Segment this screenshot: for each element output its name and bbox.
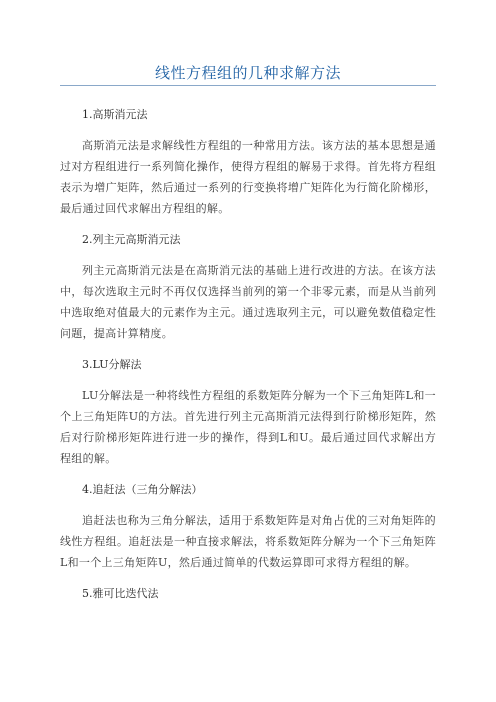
section-heading-5: 5.雅可比迭代法: [82, 587, 159, 600]
section-heading-3: 3.LU分解法: [82, 358, 142, 371]
document-body: [60, 94, 436, 602]
document-title: 线性方程组的几种求解方法: [154, 64, 341, 82]
section-body-3: LU分解法是一种将线性方程组的系数矩阵分解为一个下三角矩阵L和一个上三角矩阵U的方法。首先进行列主元高斯消元法得到行阶梯形矩阵，然后对行阶梯形矩阵进行进一步的操作，得到L和U。最后通过回代求解出方程组的解。: [60, 389, 436, 465]
title-divider: [60, 85, 436, 86]
section-heading-2: 2.列主元高斯消元法: [82, 233, 181, 246]
section-body-4: 追赶法也称为三角分解法，适用于系数矩阵是对角占优的三对角矩阵的线性方程组。追赶法是一种直接求解法，将系数矩阵分解为一个下三角矩阵L和一个上三角矩阵U，然后通过简单的代数运算即可求得方程组的解。: [60, 514, 436, 569]
section-body-1: 高斯消元法是求解线性方程组的一种常用方法。该方法的基本思想是通过对方程组进行一系列简化操作，使得方程组的解易于求得。首先将方程组表示为增广矩阵，然后通过一系列的行变换将增广矩阵化为行简化阶梯形，最后通过回代求解出方程组的解。: [60, 139, 436, 215]
section-heading-1: 1.高斯消元法: [82, 108, 148, 121]
section-body-2: 列主元高斯消元法是在高斯消元法的基础上进行改进的方法。在该方法中，每次选取主元时不再仅仅选择当前列的第一个非零元素，而是从当前列中选取绝对值最大的元素作为主元。通过选取列主元，可以避免数值稳定性问题，提高计算精度。: [60, 264, 436, 340]
section-heading-4: 4.追赶法（三角分解法）: [82, 483, 203, 496]
